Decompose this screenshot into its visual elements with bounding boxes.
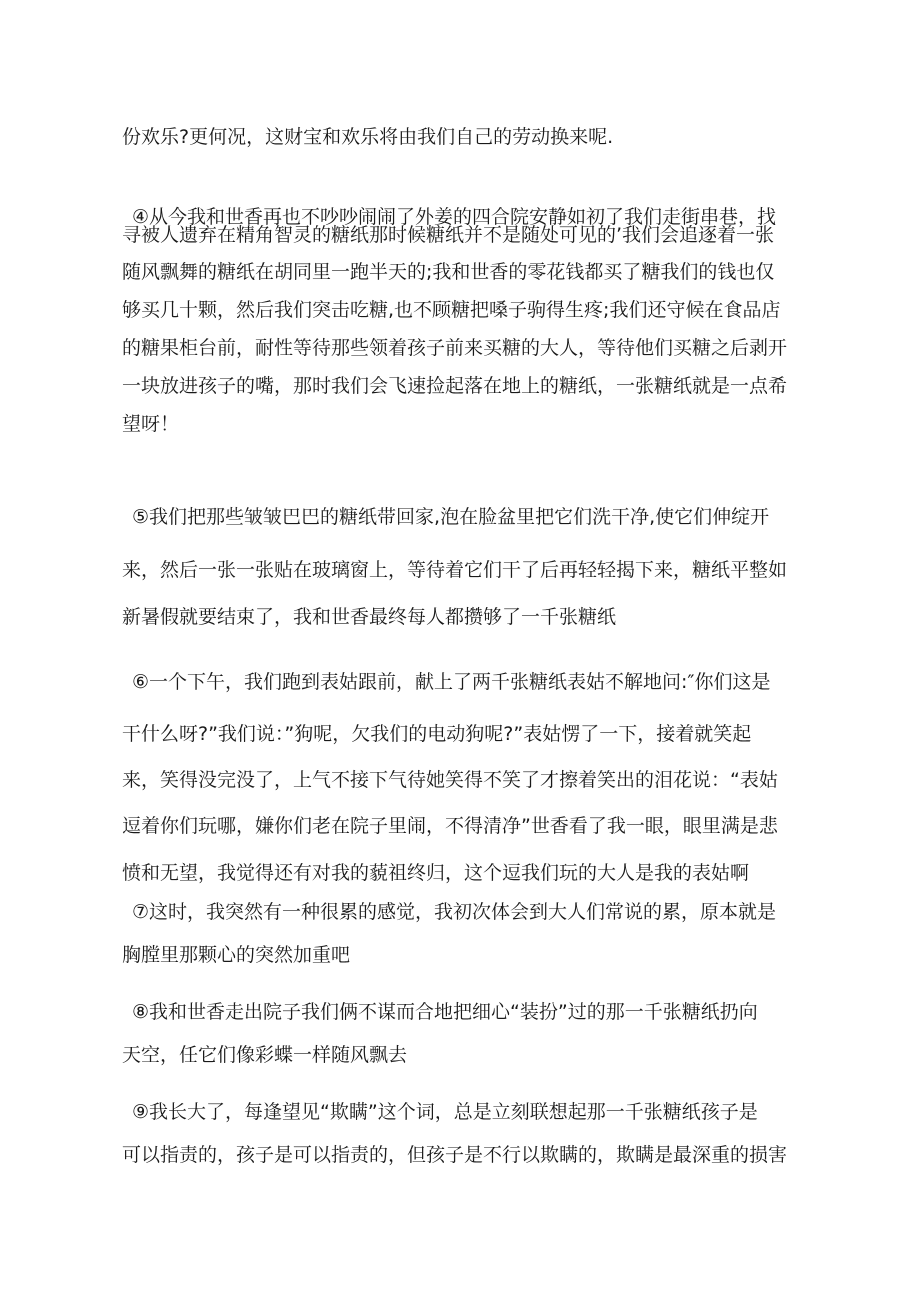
paragraph-5-line-1: ⑤我们把那些皱皱巴巴的糖纸带回家,泡在脸盆里把它们洗干净,使它们伸绽开 [132,506,770,528]
text-line: 来，笑得没完没了，上气不接下气待她笑得不笑了才擦着笑出的泪花说：“表姑 [122,769,778,791]
text-line: 随风飘舞的糖纸在胡同里一跑半天的;我和世香的零花钱都买了糖我们的钱也仅 [122,261,775,283]
text-line: 天空，任它们像彩蝶一样随风飘去 [122,1044,408,1066]
text-line: 干什么呀?”我们说：”狗呢，欠我们的电动狗呢?”表姑愣了一下，接着就笑起 [122,723,752,745]
text-line: 寻被人遗弃在精角智灵的糖纸那时候糖纸并不是随处可见的’我们会追逐着一张 [122,224,775,246]
text-line: 够买几十颗，然后我们突击吃糖,也不顾糖把嗓子驹得生疼;我们还守候在食品店 [122,299,781,321]
paragraph-8-line-1: ⑧我和世香走出院子我们俩不谋而合地把细心“装扮”过的那一千张糖纸扔向 [132,1001,758,1023]
paragraph-6-line-1: ⑥一个下午，我们跑到表姑跟前，献上了两千张糖纸表姑不解地问:″你们这是 [132,671,771,693]
paragraph-7-line-1: ⑦这时，我突然有一种很累的感觉，我初次体会到大人们常说的累，原本就是 [132,901,777,923]
text-line: 望呀！ [122,413,180,435]
text-line: 愤和无望，我觉得还有对我的藐祖终归，这个逗我们玩的大人是我的表姑啊 [122,862,750,884]
text-line: 份欢乐?更何况，这财宝和欢乐将由我们自己的劳动换来呢. [122,126,614,148]
text-line: 一块放进孩子的嘴，那时我们会飞速捡起落在地上的糖纸，一张糖纸就是一点希 [122,375,788,397]
paragraph-4-line-1: ④从今我和世香再也不吵吵闹闹了外姜的四合院安静如初了我们走街串巷，找 [132,206,777,228]
text-line: 新暑假就要结束了，我和世香最终每人都攒够了一千张糖纸 [122,606,617,628]
text-line: 逗着你们玩哪，嫌你们老在院子里闹，不得清净”世香看了我一眼，眼里满是悲 [122,815,778,837]
text-line: 来，然后一张一张贴在玻璃窗上，等待着它们干了后再轻轻揭下来，糖纸平整如 [122,559,788,581]
text-line: 胸膛里那颗心的突然加重吧 [122,944,351,966]
text-line: 的糖果柜台前，耐性等待那些领着孩子前来买糖的大人，等待他们买糖之后剥开 [122,337,788,359]
text-line: 可以指责的，孩子是可以指责的，但孩子是不行以欺瞒的，欺瞒是最深重的损害 [122,1144,788,1166]
paragraph-9-line-1: ⑨我长大了，每逢望见“欺瞒”这个词，总是立刻联想起那一千张糖纸孩子是 [132,1101,758,1123]
